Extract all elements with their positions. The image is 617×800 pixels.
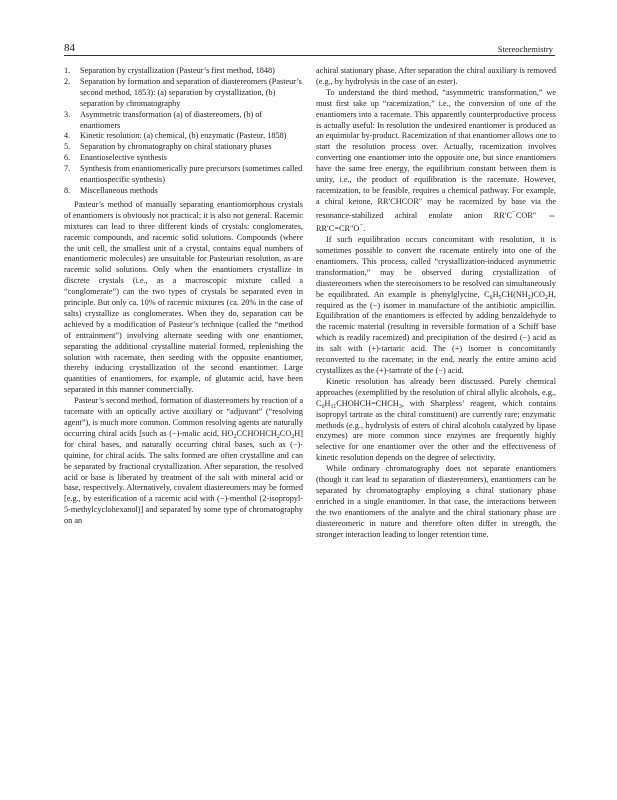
header-rule bbox=[64, 55, 555, 56]
list-item: 4. Kinetic resolution: (a) chemical, (b) enzymatic (Pasteur, 1858) bbox=[64, 131, 287, 141]
list-item: 5. Separation by chromatography on chiral stationary phases bbox=[64, 142, 272, 152]
paragraph-continuation: achiral stationary phase. After separation the chiral auxiliary is removed (e.g., by hydrolysis in the case of an ester). bbox=[316, 66, 556, 86]
resolution-methods-list bbox=[64, 66, 303, 197]
list-item: 7. Synthesis from enantiomerically pure precursors (sometimes called enantiospecific synthesis) bbox=[64, 164, 303, 185]
paragraph-kinetic-resolution: Kinetic resolution has already been discussed. Purely chemical approaches (exemplified by the resolution of chiral allylic alcohols, e.g., $C_6H_{11}CHOHCH=CHCH_3$, with Sharpless’ reagent, which contains isopropyl tartrate as the chiral constituent) are currently rare; enzymatic methods (e.g., hydrolysis of esters of chiral alcohols catalyzed by lipase enzymes) are more common since enzymes are frequently highly selective for one enantiomer over the other and the effectiveness of kinetic resolution depends on the degree of selectivity. bbox=[316, 376, 556, 463]
left-column bbox=[64, 66, 303, 527]
list-item: 8. Miscellaneous methods bbox=[64, 185, 158, 195]
paragraph-asymmetric-transformation: If such equilibration occurs concomitant with resolution, it is sometimes possible to convert the racemate entirely into one of the enantiomers. This process, called “crystallization-induced asymmetric transformation,” may be observed during crystallization of diastereomers when the stereoisomers to be resolved can simultaneously be equilibrated. An example is phenylglycine, $C_6H_5CH(NH_2)CO_2H$, required as the (−) isomer in manufacture of the antibiotic ampicillin. Equilibration of the enantiomers is effected by adding benzaldehyde to the racemic material (resulting in reversible formation of a Schiff base which is readily racemized) and precipitation of the desired (−) acid as its salt with (+)-tartaric acid. The (+) isomer is concomitantly reconverted to the racemate; in the end, nearly the entire amino acid crystallizes as the (+)-tartrate of the (−) acid. bbox=[316, 235, 556, 375]
running-head: Stereochemistry bbox=[497, 44, 553, 54]
paragraph-pasteur-first-method: Pasteur’s method of manually separating enantiomorphous crystals of enantiomers is obviously not practical; it is also not general. Racemic mixtures can lead to three different kinds of crystals: conglomerates, racemic compounds, and racemic solid solutions. Compounds (where the unit cell, the smallest unit of a crystal, contains equal numbers of enantiomeric molecules) are unsuitable for Pasteurian resolution, as are racemic solid solutions. Only when the enantiomers crystallize in discrete crystals (i.e., as a macroscopic mixture called a “conglomerate”) can the two types of crystals be separated even in principle. But only ca. 10% of racemic mixtures (ca. 20% in the case of salts) crystallize as conglomerates. When they do, separation can be achieved by a modification of Pasteur’s technique (called the “method of entrainment”) involving alternate seeding with one enantiomer, separating the additional crystalline material formed, replenishing the solution with racemate, then seeding with the opposite enantiomer, thereby inducing crystallization of the second enantiomer. Large quantities of enantiomers, for example, of glutamic acid, have been separated in this manner commercially. bbox=[64, 199, 303, 395]
paragraph-chiral-chromatography: While ordinary chromatography does not separate enantiomers (though it can lead to separation of diastereomers), enantiomers can be separated by chromatography employing a chiral stationary phase enriched in a single enantiomer. In that case, the interactions between the two enantiomers of the analyte and the chiral stationary phase are diastereomeric in nature and therefore often differ in strength, the stronger interaction leading to longer retention time. bbox=[316, 464, 556, 539]
list-item: 6. Enantioselective synthesis bbox=[64, 153, 167, 163]
list-item: 2. Separation by formation and separation of diastereomers (Pasteur’s second method, 1853): (a) separation by crystallization, (b) separation by chromatography bbox=[64, 76, 302, 108]
list-item: 3. Asymmetric transformation (a) of diastereomers, (b) of enantiomers bbox=[64, 109, 263, 130]
paragraph-pasteur-second-method: Pasteur’s second method, formation of diastereomers by reaction of a racemate with an optically active auxiliary or “adjuvant” (“resolving agent”), is much more common. Common resolving agents are naturally occurring chiral acids [such as (−)-malic acid, $HO_2CCHOHCH_2CO_2H$] for chiral bases, and naturally occurring chiral bases, such as (−)-quinine, for chiral acids. The salts formed are often crystalline and can be separated by fractional crystallization. After separation, the resolved acid or base is liberated by treatment of the salt with mineral acid or base, respectively. Alternatively, covalent diastereomers may be formed [e.g., by esterification of a racemic acid with (−)-menthol (2-isopropyl-5-methylcyclohexanol)] and separated by some type of chromatography on an bbox=[64, 396, 303, 526]
page-number: 84 bbox=[64, 42, 75, 54]
paragraph-racemization: To understand the third method, “asymmetric transformation,” we must first take up “racemization,” i.e., the conversion of one of the enantiomers into a racemate. This apparently counterproductive process is actually useful: In resolution the undesired enantiomer is produced as an equimolar by-product. Racemization of that enantiomer allows one to start the resolution process over. Actually, racemization involves converting one enantiomer into the opposite one, but since enantiomers have the same free energy, the equilibrium constant between them is unity, i.e., the product of equilibration is the racemate. However, racemization, to be feasible, requires a chemical pathway. For example, a chiral ketone, RR′CHCOR″ may be racemized by base via the resonance-stabilized achiral enolate anion RR′C−COR″ ⇔ RR′C=CR″O−. bbox=[316, 87, 556, 234]
right-column bbox=[316, 66, 556, 540]
list-item: 1. Separation by crystallization (Pasteur’s first method, 1848) bbox=[64, 66, 275, 75]
